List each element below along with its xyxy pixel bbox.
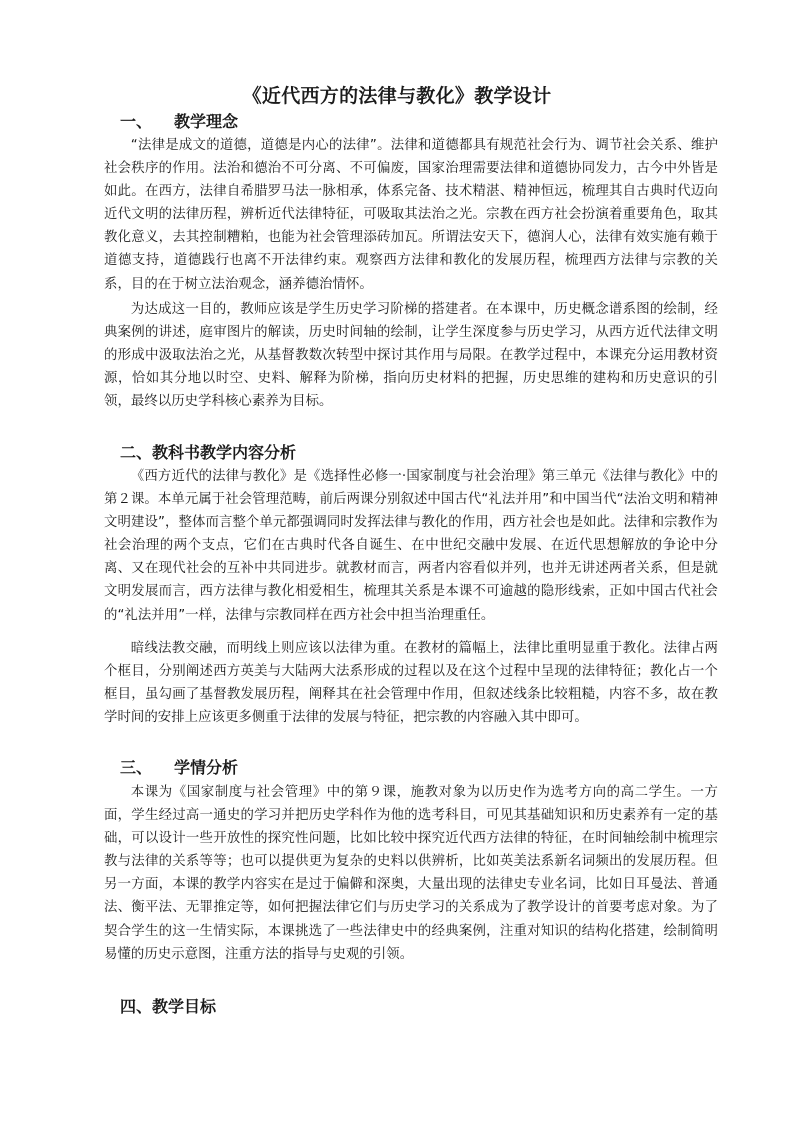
document-title: 《近代西方的法律与教化》教学设计 — [242, 85, 552, 107]
section-title-2: 教科书教学内容分析 — [152, 443, 297, 462]
section-heading-4 — [120, 995, 216, 1019]
section-2-paragraph-1: 《西方近代的法律与教化》是《选择性必修一·国家制度与社会治理》第三单元《法律与教化》中的第２课。本单元属于社会管理范畴，前后两课分别叙述中国古代“礼法并用”和中国当代“法治文明和精神文明建设”，整体而言整个单元都强调同时发挥法律与教化的作用，西方社会也是如此。法律和宗教作为社会治理的两个支点，它们在古典时代各自诞生、在中世纪交融中发展、在近代思想解放的争论中分离、又在现代社会的互补中共同进步。就教材而言，两者内容看似并列，也并无讲述两者关系，但是就文明发展而言，西方法律与教化相爱相生，梳理其关系是本课不可逾越的隐形线索，正如中国古代社会的“礼法并用”一样，法律与宗教同样在西方社会中担当治理重任。 — [104, 469, 718, 623]
section-number-2: 二、 — [120, 443, 153, 462]
section-title-1: 教学理念 — [174, 112, 239, 131]
section-3-paragraph-1: 本课为《国家制度与社会管理》中的第９课，施教对象为以历史作为选考方向的高二学生。一方面，学生经过高一通史的学习并把历史学科作为他的选考科目，可见其基础知识和历史素养有一定的基础，可以设计一些开放性的探究性问题，比如比较中探究近代西方法律的特征，在时间轴绘制中梳理宗教与法律的关系等等；也可以提供更为复杂的史料以供辨析，比如英美法系新名词频出的发展历程。但另一方面，本课的教学内容实在是过于偏僻和深奥，大量出现的法律史专业名词，比如日耳曼法、普通法、衡平法、无罪推定等，如何把握法律它们与历史学习的关系成为了教学设计的首要考虑对象。为了契合学生的这一生情实际，本课挑选了一些法律史中的经典案例，注重对知识的结构化搭建，绘制简明易懂的历史示意图，注重方法的指导与史观的引领。 — [104, 785, 718, 962]
section-heading-1 — [120, 110, 238, 134]
section-title-4: 教学目标 — [152, 997, 217, 1016]
section-2-paragraph-2: 暗线法教交融，而明线上则应该以法律为重。在教材的篇幅上，法律比重明显重于教化。法律占两个框目，分别阐述西方英美与大陆两大法系形成的过程以及在这个过程中呈现的法律特征；教化占一个框目，虽勾画了基督教发展历程，阐释其在社会管理中作用，但叙述线条比较粗糙，内容不多，故在教学时间的安排上应该更多侧重于法律的发展与特征，把宗教的内容融入其中即可。 — [104, 641, 718, 726]
section-heading-3 — [120, 756, 238, 780]
section-number-3: 三、 — [120, 758, 153, 777]
section-heading-2 — [120, 441, 296, 465]
section-1-paragraph-2: 为达成这一目的，教师应该是学生历史学习阶梯的搭建者。在本课中，历史概念谱系图的绘制，经典案例的讲述，庭审图片的解读，历史时间轴的绘制，让学生深度参与历史学习，从西方近代法律文明的形成中汲取法治之光，从基督教数次转型中探讨其作用与局限。在教学过程中，本课充分运用教材资源，恰如其分地以时空、史料、解释为阶梯，指向历史材料的把握，历史思维的建构和历史意识的引领，最终以历史学科核心素养为目标。 — [104, 302, 718, 410]
section-1-paragraph-1: “法律是成文的道德，道德是内心的法律”。法律和道德都具有规范社会行为、调节社会关系、维护社会秩序的作用。法治和德治不可分离、不可偏废，国家治理需要法律和道德协同发力，古今中外皆是如此。在西方，法律自希腊罗马法一脉相承，体系完备、技术精湛、精神恒远，梳理其自古典时代迈向近代文明的法律历程，辨析近代法律特征，可吸取其法治之光。宗教在西方社会扮演着重要角色，取其教化意义，去其控制糟粕，也能为社会管理添砖加瓦。所谓法安天下，德润人心，法律有效实施有赖于道德支持，道德践行也离不开法律约束。观察西方法律和教化的发展历程，梳理西方法律与宗教的关系，目的在于树立法治观念，涵养德治情怀。 — [104, 138, 718, 292]
section-number-4: 四、 — [120, 997, 153, 1016]
section-number-1: 一、 — [120, 112, 153, 131]
section-title-3: 学情分析 — [174, 758, 239, 777]
